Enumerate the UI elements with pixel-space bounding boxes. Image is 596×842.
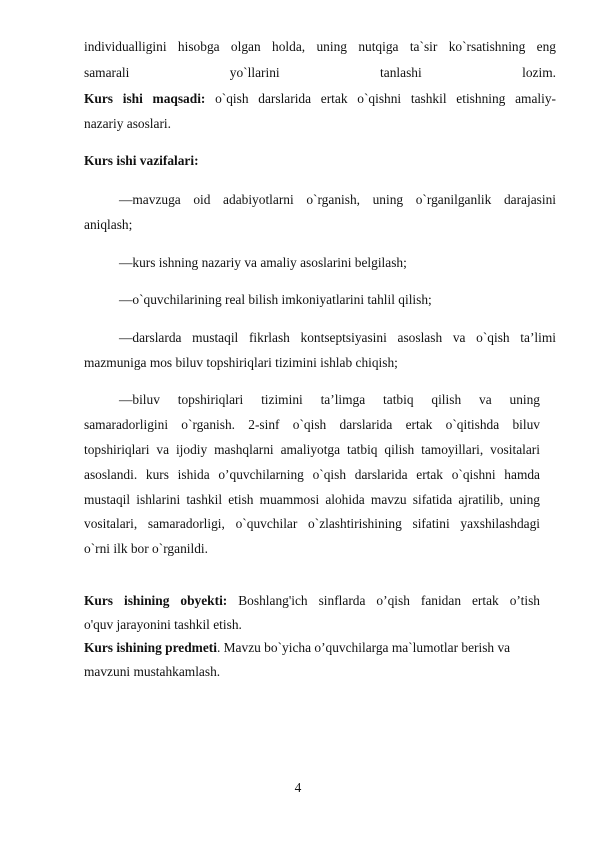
purpose-line-1 xyxy=(84,91,556,107)
task-2: —kurs ishning nazariy va amaliy asoslarini belgilash; xyxy=(119,255,407,270)
subject-label: Kurs ishining predmeti xyxy=(84,640,217,655)
task-4-line-2: mazmuniga mos biluv topshiriqlari tizimini ishlab chiqish; xyxy=(84,355,398,370)
intro-word-2: yo`llarini xyxy=(229,65,280,80)
intro-line-1: individualligini hisobga olgan holda, uning nutqiga ta`sir ko`rsatishning eng xyxy=(84,39,556,54)
intro-word-4: lozim. xyxy=(522,65,556,80)
subject-line-1 xyxy=(84,640,556,656)
purpose-line-2: nazariy asoslari. xyxy=(84,116,171,131)
task-5-line-5: mustaqil ishlarini tashkil etish muammosi alohida mavzu sifatida ajratilib, uning xyxy=(84,492,540,507)
task-5-line-1: —biluv topshiriqlari tizimini ta’limga tatbiq qilish va uning xyxy=(119,392,540,407)
intro-word-1: samarali xyxy=(84,65,130,80)
tasks-title: Kurs ishi vazifalari: xyxy=(84,153,199,168)
object-text: Boshlang'ich sinflarda o’qish fanidan ertak o’tish xyxy=(227,593,540,608)
task-3: —o`quvchilarining real bilish imkoniyatlarini tahlil qilish; xyxy=(119,292,432,307)
intro-line-2 xyxy=(84,65,556,81)
task-5-line-7: o`rni ilk bor o`rganildi. xyxy=(84,541,208,556)
purpose-label: Kurs ishi maqsadi: xyxy=(84,91,206,106)
task-1-line-1: —mavzuga oid adabiyotlarni o`rganish, uning o`rganilganlik darajasini xyxy=(119,192,556,207)
object-line-2: o'quv jarayonini tashkil etish. xyxy=(84,617,242,632)
task-5-line-2: samaradorligini o`rganish. 2-sinf o`qish darslarida ertak o`qitishda biluv xyxy=(84,417,540,432)
object-label: Kurs ishining obyekti: xyxy=(84,593,228,608)
page-number: 4 xyxy=(294,780,302,795)
task-4-line-1: —darslarda mustaqil fikrlash kontseptsiyasini asoslash va o`qish ta’limi xyxy=(119,330,556,345)
task-5-line-4: asoslandi. kurs ishida o’quvchilarning o`qish darslarida ertak o`qishni hamda xyxy=(84,467,540,482)
subject-line-2: mavzuni mustahkamlash. xyxy=(84,664,221,679)
object-line-1 xyxy=(84,593,540,609)
task-5-line-3: topshiriqlari va ijodiy mashqlarni amaliyotga tatbiq qilish tamoyillari, vositalari xyxy=(84,442,540,457)
task-1-line-2: aniqlash; xyxy=(84,217,133,232)
purpose-text: o`qish darslarida ertak o`qishni tashkil etishning amaliy- xyxy=(205,91,556,106)
intro-word-3: tanlashi xyxy=(380,65,422,80)
subject-text: . Mavzu bo`yicha o’quvchilarga ma`lumotlar berish va xyxy=(216,640,511,655)
task-5-line-6: vositalari, samaradorligi, o`quvchilar o`zlashtirishining sifatini yaxshilashdagi xyxy=(84,516,540,531)
